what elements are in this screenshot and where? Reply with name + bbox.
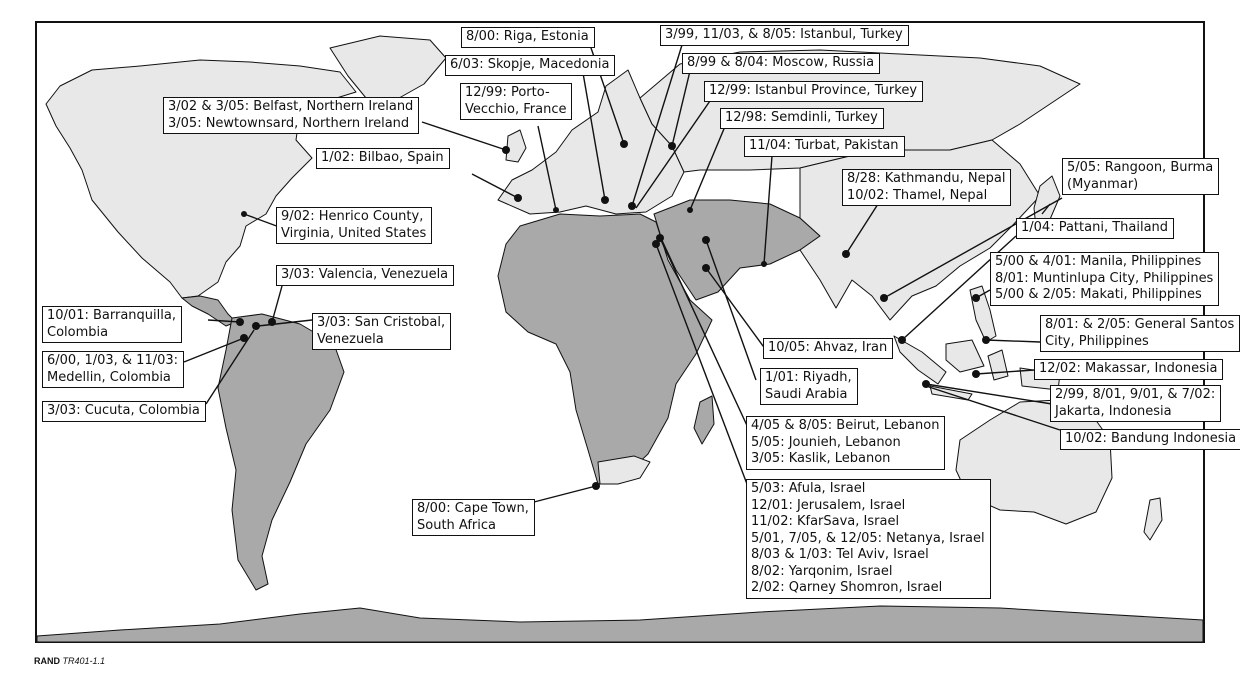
credit-code: TR401-1.1: [62, 656, 106, 666]
figure-credit: [34, 656, 105, 666]
credit-org: RAND: [34, 656, 60, 666]
label-porto-vecchio: 12/99: Porto- Vecchio, France: [460, 83, 572, 120]
label-istanbul-province: 12/99: Istanbul Province, Turkey: [704, 81, 923, 102]
label-manila: 5/00 & 4/01: Manila, Philippines 8/01: Muntinlupa City, Philippines 5/00 & 2/05: Makati, Philippines: [990, 252, 1219, 306]
label-skopje: 6/03: Skopje, Macedonia: [445, 55, 615, 76]
label-makassar: 12/02: Makassar, Indonesia: [1034, 359, 1223, 380]
label-barranquilla: 10/01: Barranquilla, Colombia: [42, 306, 182, 343]
label-general-santos: 8/01: & 2/05: General Santos City, Philippines: [1040, 315, 1240, 352]
label-israel: 5/03: Afula, Israel 12/01: Jerusalem, Israel 11/02: KfarSava, Israel 5/01, 7/05, & 12/05: Netanya, Israel 8/03 & 1/03: Tel Aviv, Israel 8/02: Yarqonim, Israel 2/02: Qarney Shomron, Israel: [746, 479, 991, 599]
label-lebanon: 4/05 & 8/05: Beirut, Lebanon 5/05: Jounieh, Lebanon 3/05: Kaslik, Lebanon: [746, 416, 945, 470]
label-pattani: 1/04: Pattani, Thailand: [1016, 218, 1174, 239]
label-turbat: 11/04: Turbat, Pakistan: [744, 136, 905, 157]
label-cape-town: 8/00: Cape Town, South Africa: [412, 499, 535, 536]
label-bandung: 10/02: Bandung Indonesia: [1060, 429, 1240, 450]
label-bilbao: 1/02: Bilbao, Spain: [316, 148, 450, 169]
label-rangoon: 5/05: Rangoon, Burma (Myanmar): [1062, 158, 1219, 195]
label-cucuta: 3/03: Cucuta, Colombia: [42, 401, 206, 422]
label-medellin: 6/00, 1/03, & 11/03: Medellin, Colombia: [42, 351, 184, 388]
label-belfast: 3/02 & 3/05: Belfast, Northern Ireland 3/05: Newtownsard, Northern Ireland: [163, 97, 419, 134]
label-moscow: 8/99 & 8/04: Moscow, Russia: [682, 53, 880, 74]
label-valencia: 3/03: Valencia, Venezuela: [276, 265, 454, 286]
label-istanbul: 3/99, 11/03, & 8/05: Istanbul, Turkey: [660, 25, 909, 46]
label-ahvaz: 10/05: Ahvaz, Iran: [763, 338, 893, 359]
label-semdinli: 12/98: Semdinli, Turkey: [720, 108, 884, 129]
label-san-cristobal: 3/03: San Cristobal, Venezuela: [312, 313, 451, 350]
label-henrico: 9/02: Henrico County, Virginia, United States: [276, 207, 432, 244]
label-kathmandu: 8/28: Kathmandu, Nepal 10/02: Thamel, Nepal: [842, 169, 1011, 206]
label-jakarta: 2/99, 8/01, 9/01, & 7/02: Jakarta, Indonesia: [1050, 385, 1221, 422]
label-riga: 8/00: Riga, Estonia: [461, 27, 595, 48]
label-riyadh: 1/01: Riyadh, Saudi Arabia: [760, 368, 858, 405]
